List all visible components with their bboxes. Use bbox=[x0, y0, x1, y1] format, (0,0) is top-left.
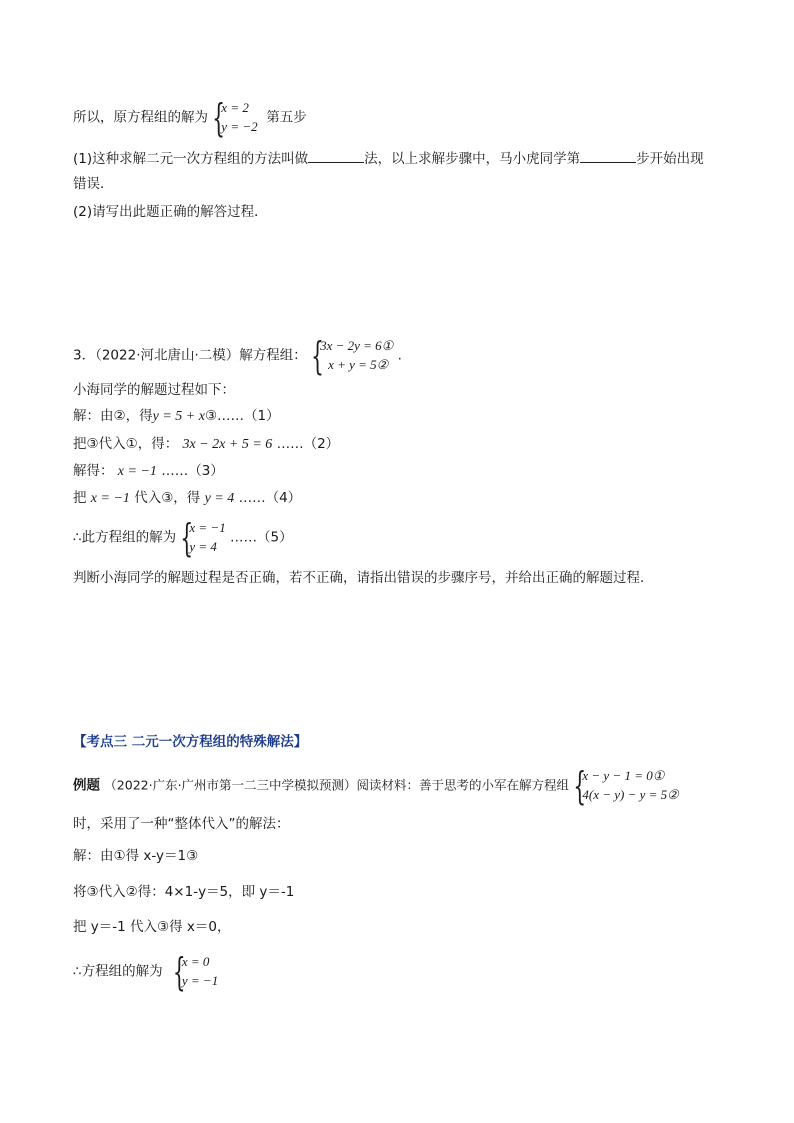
example-step-4 bbox=[73, 948, 219, 994]
example-label: 例题 bbox=[73, 777, 100, 794]
step-3-text: 解得： bbox=[73, 463, 114, 479]
step-2-end: ……（2） bbox=[276, 436, 340, 452]
step-1-end: ③……（1） bbox=[204, 408, 280, 424]
step-1-text: 解：由②，得 bbox=[73, 408, 153, 424]
example-equation-2: 4(x − y) − y = 5② bbox=[582, 787, 679, 802]
question-2: (2)请写出此题正确的解答过程． bbox=[73, 204, 268, 220]
question-1-text-b: 法，以上求解步骤中，马小虎同学第 bbox=[364, 151, 581, 167]
step-4-end: ……（4） bbox=[238, 490, 302, 506]
problem-3-task: 判断小海同学的解题过程是否正确，若不正确，请指出错误的步骤序号，并给出正确的解题过程． bbox=[73, 570, 654, 586]
example-equation-1: x − y − 1 = 0① bbox=[582, 768, 665, 783]
step-4-text-a: 把 bbox=[73, 490, 87, 506]
solution-row-1: x = 2 bbox=[221, 100, 249, 115]
example-line bbox=[73, 762, 679, 808]
example-solution-row-1: x = 0 bbox=[181, 954, 210, 969]
step-5-end: ……（5） bbox=[230, 529, 293, 546]
step-4 bbox=[73, 488, 301, 509]
solution-lead: 小海同学的解题过程如下： bbox=[73, 382, 235, 398]
step-4-math-1: x = −1 bbox=[90, 491, 130, 506]
step-5-row-1: x = −1 bbox=[189, 520, 226, 535]
equation-system-brace: { 3x − 2y = 6① x + y = 5② bbox=[311, 332, 394, 378]
step-3-end: ……（3） bbox=[161, 463, 224, 479]
step-1-math: y = 5 + x bbox=[152, 409, 205, 424]
step-2-text: 把③代入①，得： bbox=[73, 436, 179, 452]
step-5-text: ∴此方程组的解为 bbox=[73, 529, 177, 546]
problem-3-intro: 3．（2022·河北唐山·二模）解方程组： bbox=[73, 347, 307, 364]
question-1 bbox=[73, 148, 704, 169]
step-label: 第五步 bbox=[266, 109, 307, 126]
step-3-math: x = −1 bbox=[117, 464, 157, 479]
example-cont: 时，采用了一种“整体代入”的解法： bbox=[73, 816, 290, 832]
step-4-text-b: 代入③，得 bbox=[134, 490, 201, 506]
conclusion-line bbox=[73, 94, 307, 140]
equation-2: x + y = 5② bbox=[328, 357, 389, 372]
example-solution-brace: { x = 0 y = −1 bbox=[172, 948, 219, 994]
example-text: （2022·广东·广州市第一二三中学模拟预测）阅读材料：善于思考的小军在解方程组 bbox=[104, 777, 570, 793]
answer-blank-1[interactable] bbox=[308, 148, 364, 163]
step-2-math: 3x − 2x + 5 = 6 bbox=[182, 437, 273, 452]
step-1 bbox=[73, 406, 280, 427]
step-2 bbox=[73, 434, 339, 455]
step-5-row-2: y = 4 bbox=[189, 539, 217, 554]
solution-brace: { x = 2 y = −2 bbox=[212, 94, 258, 140]
example-step-2: 将③代入②得：4×1-y＝5，即 y＝-1 bbox=[73, 884, 295, 900]
step-5 bbox=[73, 514, 293, 560]
section-heading: 【考点三 二元一次方程组的特殊解法】 bbox=[73, 734, 308, 750]
equation-1: 3x − 2y = 6① bbox=[320, 338, 394, 353]
problem-3-period: . bbox=[397, 347, 402, 364]
problem-3-header bbox=[73, 332, 402, 378]
example-solution-row-2: y = −1 bbox=[181, 973, 219, 988]
solution-row-2: y = −2 bbox=[221, 119, 258, 134]
example-step-3: 把 y＝-1 代入③得 x＝0， bbox=[73, 919, 231, 935]
example-step-4-text: ∴方程组的解为 bbox=[73, 963, 163, 980]
conclusion-prefix: 所以，原方程组的解为 bbox=[73, 109, 208, 126]
example-step-1: 解：由①得 x-y＝1③ bbox=[73, 848, 199, 864]
question-1-text-c: 步开始出现 bbox=[636, 151, 704, 167]
question-1-text-a: (1)这种求解二元一次方程组的方法叫做 bbox=[73, 151, 309, 167]
question-1-cont: 错误． bbox=[73, 176, 114, 192]
example-system-brace: { x − y − 1 = 0① 4(x − y) − y = 5② bbox=[573, 762, 679, 808]
step-4-math-2: y = 4 bbox=[204, 491, 235, 506]
answer-blank-2[interactable] bbox=[580, 148, 636, 163]
step-5-brace: { x = −1 y = 4 bbox=[180, 514, 226, 560]
step-3 bbox=[73, 461, 224, 482]
